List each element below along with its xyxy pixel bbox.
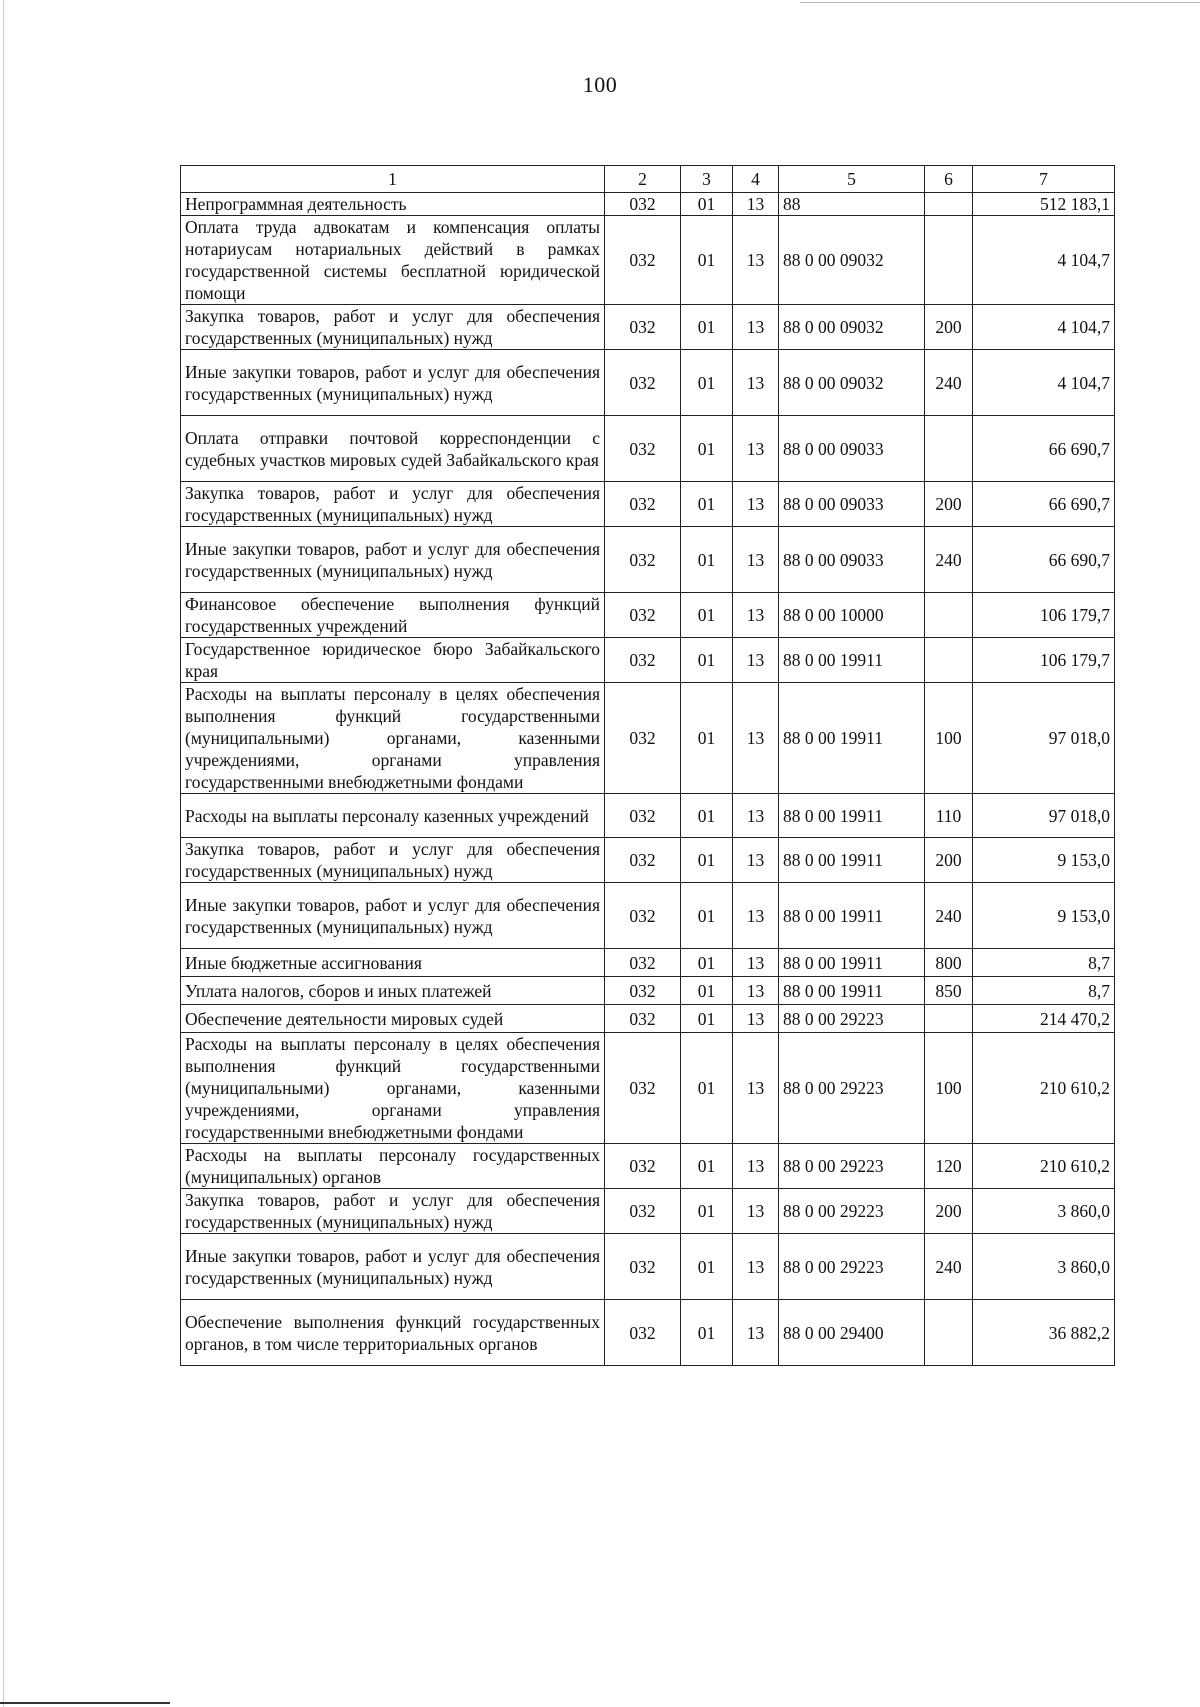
row-subsection-cell: 13 xyxy=(733,1005,779,1033)
row-code-cell: 032 xyxy=(605,883,681,949)
row-code-cell: 032 xyxy=(605,1005,681,1033)
row-target-cell: 88 0 00 09032 xyxy=(779,350,925,416)
row-section-cell: 01 xyxy=(681,527,733,593)
row-name-cell: Закупка товаров, работ и услуг для обеспечения государственных (муниципальных) нужд xyxy=(181,838,605,883)
row-subsection-cell: 13 xyxy=(733,838,779,883)
row-amount-cell: 97 018,0 xyxy=(973,794,1115,838)
table-row xyxy=(181,838,1115,883)
row-amount-cell: 9 153,0 xyxy=(973,838,1115,883)
row-code-cell: 032 xyxy=(605,416,681,482)
table-row xyxy=(181,216,1115,305)
row-expense-type-cell xyxy=(925,1005,973,1033)
row-name-cell: Расходы на выплаты персоналу государственных (муниципальных) органов xyxy=(181,1144,605,1189)
row-section-cell: 01 xyxy=(681,838,733,883)
row-code-cell: 032 xyxy=(605,1300,681,1366)
row-code-cell: 032 xyxy=(605,1234,681,1300)
header-row xyxy=(181,166,1115,193)
row-target-cell: 88 0 00 09032 xyxy=(779,216,925,305)
row-section-cell: 01 xyxy=(681,416,733,482)
row-code-cell: 032 xyxy=(605,305,681,350)
row-expense-type-cell: 100 xyxy=(925,683,973,794)
row-expense-type-cell: 200 xyxy=(925,482,973,527)
row-amount-cell: 66 690,7 xyxy=(973,416,1115,482)
row-expense-type-cell: 850 xyxy=(925,977,973,1005)
row-section-cell: 01 xyxy=(681,1189,733,1234)
table-row xyxy=(181,305,1115,350)
row-target-cell: 88 0 00 09033 xyxy=(779,482,925,527)
row-name-cell: Иные закупки товаров, работ и услуг для обеспечения государственных (муниципальных) нужд xyxy=(181,527,605,593)
row-target-cell: 88 0 00 19911 xyxy=(779,838,925,883)
row-name-cell: Обеспечение выполнения функций государственных органов, в том числе территориальных органов xyxy=(181,1300,605,1366)
table-row xyxy=(181,638,1115,683)
row-amount-cell: 106 179,7 xyxy=(973,638,1115,683)
row-expense-type-cell xyxy=(925,638,973,683)
row-target-cell: 88 0 00 29223 xyxy=(779,1234,925,1300)
row-amount-cell: 210 610,2 xyxy=(973,1033,1115,1144)
row-section-cell: 01 xyxy=(681,193,733,216)
row-name-cell: Обеспечение деятельности мировых судей xyxy=(181,1005,605,1033)
row-section-cell: 01 xyxy=(681,1033,733,1144)
row-section-cell: 01 xyxy=(681,350,733,416)
row-code-cell: 032 xyxy=(605,527,681,593)
row-code-cell: 032 xyxy=(605,216,681,305)
row-name-cell: Расходы на выплаты персоналу казенных учреждений xyxy=(181,794,605,838)
row-expense-type-cell xyxy=(925,193,973,216)
row-expense-type-cell: 100 xyxy=(925,1033,973,1144)
row-subsection-cell: 13 xyxy=(733,949,779,977)
row-expense-type-cell: 200 xyxy=(925,305,973,350)
row-name-cell: Иные бюджетные ассигнования xyxy=(181,949,605,977)
row-expense-type-cell: 110 xyxy=(925,794,973,838)
scan-edge-left xyxy=(3,0,4,1707)
row-code-cell: 032 xyxy=(605,838,681,883)
row-code-cell: 032 xyxy=(605,482,681,527)
row-section-cell: 01 xyxy=(681,216,733,305)
row-amount-cell: 66 690,7 xyxy=(973,527,1115,593)
row-section-cell: 01 xyxy=(681,883,733,949)
row-expense-type-cell: 200 xyxy=(925,838,973,883)
table-row xyxy=(181,977,1115,1005)
row-expense-type-cell: 200 xyxy=(925,1189,973,1234)
row-target-cell: 88 0 00 19911 xyxy=(779,977,925,1005)
row-section-cell: 01 xyxy=(681,482,733,527)
table-row xyxy=(181,1234,1115,1300)
row-target-cell: 88 0 00 10000 xyxy=(779,593,925,638)
row-target-cell: 88 0 00 09033 xyxy=(779,527,925,593)
row-subsection-cell: 13 xyxy=(733,527,779,593)
row-subsection-cell: 13 xyxy=(733,638,779,683)
row-target-cell: 88 xyxy=(779,193,925,216)
row-target-cell: 88 0 00 19911 xyxy=(779,949,925,977)
row-subsection-cell: 13 xyxy=(733,416,779,482)
row-target-cell: 88 0 00 29223 xyxy=(779,1189,925,1234)
row-code-cell: 032 xyxy=(605,683,681,794)
header-cell-3: 3 xyxy=(681,166,733,193)
row-code-cell: 032 xyxy=(605,949,681,977)
row-amount-cell: 214 470,2 xyxy=(973,1005,1115,1033)
row-amount-cell: 9 153,0 xyxy=(973,883,1115,949)
row-expense-type-cell: 240 xyxy=(925,1234,973,1300)
row-subsection-cell: 13 xyxy=(733,683,779,794)
table-row xyxy=(181,1144,1115,1189)
budget-table xyxy=(180,165,1115,1366)
table-body xyxy=(181,193,1115,1366)
table-row xyxy=(181,593,1115,638)
row-section-cell: 01 xyxy=(681,1144,733,1189)
row-subsection-cell: 13 xyxy=(733,193,779,216)
row-name-cell: Закупка товаров, работ и услуг для обеспечения государственных (муниципальных) нужд xyxy=(181,305,605,350)
row-name-cell: Закупка товаров, работ и услуг для обеспечения государственных (муниципальных) нужд xyxy=(181,482,605,527)
row-code-cell: 032 xyxy=(605,193,681,216)
row-name-cell: Оплата отправки почтовой корреспонденции с судебных участков мировых судей Забайкальского края xyxy=(181,416,605,482)
row-subsection-cell: 13 xyxy=(733,216,779,305)
row-target-cell: 88 0 00 29223 xyxy=(779,1005,925,1033)
row-subsection-cell: 13 xyxy=(733,1033,779,1144)
row-expense-type-cell: 120 xyxy=(925,1144,973,1189)
row-section-cell: 01 xyxy=(681,977,733,1005)
row-target-cell: 88 0 00 19911 xyxy=(779,683,925,794)
row-subsection-cell: 13 xyxy=(733,350,779,416)
row-expense-type-cell xyxy=(925,1300,973,1366)
row-subsection-cell: 13 xyxy=(733,593,779,638)
row-section-cell: 01 xyxy=(681,305,733,350)
row-expense-type-cell xyxy=(925,593,973,638)
row-section-cell: 01 xyxy=(681,949,733,977)
table-row xyxy=(181,883,1115,949)
row-name-cell: Иные закупки товаров, работ и услуг для обеспечения государственных (муниципальных) нужд xyxy=(181,883,605,949)
row-amount-cell: 4 104,7 xyxy=(973,216,1115,305)
row-subsection-cell: 13 xyxy=(733,1144,779,1189)
row-amount-cell: 66 690,7 xyxy=(973,482,1115,527)
row-section-cell: 01 xyxy=(681,1300,733,1366)
row-target-cell: 88 0 00 19911 xyxy=(779,794,925,838)
row-subsection-cell: 13 xyxy=(733,1189,779,1234)
row-expense-type-cell xyxy=(925,216,973,305)
row-name-cell: Оплата труда адвокатам и компенсация оплаты нотариусам нотариальных действий в рамках государственной системы бесплатной юридической помощи xyxy=(181,216,605,305)
row-code-cell: 032 xyxy=(605,1189,681,1234)
row-expense-type-cell: 800 xyxy=(925,949,973,977)
row-name-cell: Иные закупки товаров, работ и услуг для обеспечения государственных (муниципальных) нужд xyxy=(181,1234,605,1300)
row-name-cell: Уплата налогов, сборов и иных платежей xyxy=(181,977,605,1005)
row-target-cell: 88 0 00 09033 xyxy=(779,416,925,482)
row-code-cell: 032 xyxy=(605,638,681,683)
table-row xyxy=(181,193,1115,216)
row-target-cell: 88 0 00 19911 xyxy=(779,883,925,949)
table-row xyxy=(181,794,1115,838)
row-amount-cell: 8,7 xyxy=(973,949,1115,977)
table-row xyxy=(181,1300,1115,1366)
row-code-cell: 032 xyxy=(605,1144,681,1189)
page-number: 100 xyxy=(582,72,618,97)
scan-edge-top xyxy=(800,2,1200,3)
row-amount-cell: 3 860,0 xyxy=(973,1189,1115,1234)
row-section-cell: 01 xyxy=(681,1234,733,1300)
table-row xyxy=(181,1189,1115,1234)
row-code-cell: 032 xyxy=(605,794,681,838)
row-target-cell: 88 0 00 29400 xyxy=(779,1300,925,1366)
header-cell-2: 2 xyxy=(605,166,681,193)
table-row xyxy=(181,482,1115,527)
row-expense-type-cell: 240 xyxy=(925,527,973,593)
scan-edge-bottom xyxy=(0,1702,170,1704)
table-row xyxy=(181,949,1115,977)
row-code-cell: 032 xyxy=(605,1033,681,1144)
row-expense-type-cell xyxy=(925,416,973,482)
row-target-cell: 88 0 00 09032 xyxy=(779,305,925,350)
row-subsection-cell: 13 xyxy=(733,305,779,350)
row-code-cell: 032 xyxy=(605,977,681,1005)
row-amount-cell: 4 104,7 xyxy=(973,305,1115,350)
row-subsection-cell: 13 xyxy=(733,883,779,949)
row-subsection-cell: 13 xyxy=(733,1234,779,1300)
row-target-cell: 88 0 00 19911 xyxy=(779,638,925,683)
row-target-cell: 88 0 00 29223 xyxy=(779,1144,925,1189)
row-code-cell: 032 xyxy=(605,350,681,416)
row-section-cell: 01 xyxy=(681,794,733,838)
header-cell-5: 5 xyxy=(779,166,925,193)
row-subsection-cell: 13 xyxy=(733,977,779,1005)
table-row xyxy=(181,416,1115,482)
row-target-cell: 88 0 00 29223 xyxy=(779,1033,925,1144)
row-section-cell: 01 xyxy=(681,638,733,683)
header-cell-1: 1 xyxy=(181,166,605,193)
row-subsection-cell: 13 xyxy=(733,1300,779,1366)
row-name-cell: Непрограммная деятельность xyxy=(181,193,605,216)
row-amount-cell: 106 179,7 xyxy=(973,593,1115,638)
row-name-cell: Расходы на выплаты персоналу в целях обеспечения выполнения функций государственными (муниципальными) органами, казенными учреждениями, органами управления государственными внебюджетными фондами xyxy=(181,1033,605,1144)
row-amount-cell: 3 860,0 xyxy=(973,1234,1115,1300)
row-section-cell: 01 xyxy=(681,1005,733,1033)
row-expense-type-cell: 240 xyxy=(925,883,973,949)
table-row xyxy=(181,527,1115,593)
row-name-cell: Закупка товаров, работ и услуг для обеспечения государственных (муниципальных) нужд xyxy=(181,1189,605,1234)
table-row xyxy=(181,1033,1115,1144)
row-name-cell: Финансовое обеспечение выполнения функций государственных учреждений xyxy=(181,593,605,638)
row-section-cell: 01 xyxy=(681,683,733,794)
row-amount-cell: 512 183,1 xyxy=(973,193,1115,216)
table-row xyxy=(181,683,1115,794)
row-name-cell: Иные закупки товаров, работ и услуг для обеспечения государственных (муниципальных) нужд xyxy=(181,350,605,416)
row-name-cell: Государственное юридическое бюро Забайкальского края xyxy=(181,638,605,683)
row-amount-cell: 8,7 xyxy=(973,977,1115,1005)
row-name-cell: Расходы на выплаты персоналу в целях обеспечения выполнения функций государственными (муниципальными) органами, казенными учреждениями, органами управления государственными внебюджетными фондами xyxy=(181,683,605,794)
row-amount-cell: 97 018,0 xyxy=(973,683,1115,794)
row-subsection-cell: 13 xyxy=(733,794,779,838)
row-amount-cell: 210 610,2 xyxy=(973,1144,1115,1189)
row-amount-cell: 4 104,7 xyxy=(973,350,1115,416)
row-section-cell: 01 xyxy=(681,593,733,638)
row-expense-type-cell: 240 xyxy=(925,350,973,416)
row-subsection-cell: 13 xyxy=(733,482,779,527)
row-amount-cell: 36 882,2 xyxy=(973,1300,1115,1366)
header-cell-4: 4 xyxy=(733,166,779,193)
header-cell-6: 6 xyxy=(925,166,973,193)
table-row xyxy=(181,350,1115,416)
header-cell-7: 7 xyxy=(973,166,1115,193)
table-row xyxy=(181,1005,1115,1033)
row-code-cell: 032 xyxy=(605,593,681,638)
